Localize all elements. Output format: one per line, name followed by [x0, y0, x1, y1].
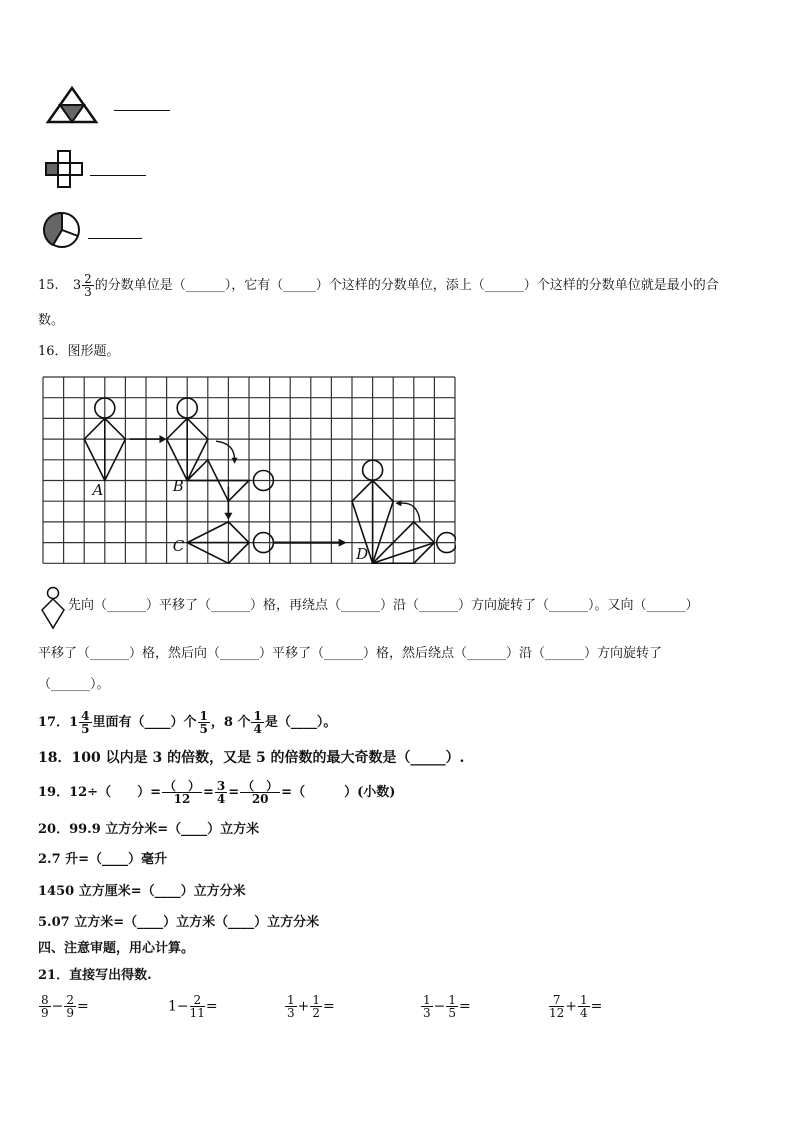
fraction: $\frac{( )}{12}$	[163, 779, 200, 806]
calc-item-3: $\frac{1}{3}$ + $\frac{1}{2}$ =	[287, 993, 335, 1020]
fraction: $\frac{8}{9}$	[41, 993, 49, 1020]
fraction: $\frac{3}{4}$	[216, 779, 226, 806]
fraction: $\frac{7}{12}$	[549, 993, 565, 1020]
question-17	[38, 710, 336, 735]
cross-shape-item	[44, 150, 88, 194]
fraction: $\frac{( )}{20}$	[242, 779, 279, 806]
question-text: 是（____）。	[264, 715, 337, 730]
calc-item-2: 1− $\frac{2}{11}$ =	[168, 993, 218, 1020]
shaded-circle-figure	[42, 212, 86, 250]
point-label: D	[356, 545, 369, 564]
question-18: 18．100 以内是 3 的倍数，又是 5 的倍数的最大奇数是（_____）.	[38, 750, 465, 766]
fraction: $\frac{1}{3}$	[287, 993, 295, 1020]
calc-item-1: $\frac{8}{9}$ − $\frac{2}{9}$ =	[41, 993, 89, 1020]
fraction: $\frac{4}{5}$	[81, 709, 90, 736]
fraction: $\frac{1}{5}$	[448, 993, 457, 1020]
fraction: $\frac{2}{11}$	[189, 993, 205, 1020]
question-20-line4: 5.07 立方米=（____）立方米（____）立方分米	[38, 915, 320, 930]
grid-figure	[42, 376, 456, 568]
point-label: B	[172, 476, 184, 495]
question-16-line1: 先向（______）平移了（______）格，再绕点（______）沿（______）方向旋转了（______）。又向（______）	[68, 598, 699, 613]
question-16-line2: 平移了（______）格，然后向（______）平移了（______）格，然后绕点（______）沿（______）方向旋转了	[38, 646, 663, 661]
rotate-arrow	[399, 503, 420, 522]
rotate-arrow	[216, 441, 235, 460]
answer-blank[interactable]	[90, 175, 146, 176]
question-text: 19．12÷（ ）=	[38, 785, 161, 800]
fraction: $\frac{1}{4}$	[580, 993, 588, 1020]
question-20-line2: 2.7 升=（____）毫升	[38, 852, 168, 867]
question-20-line1: 20．99.9 立方分米=（____）立方米	[38, 822, 260, 837]
calc-item-5: $\frac{7}{12}$ + $\frac{1}{4}$ =	[549, 993, 603, 1020]
kite-icon	[40, 586, 66, 634]
shaded-cross-figure	[44, 150, 88, 190]
arrow-head	[232, 458, 238, 464]
question-20-line3: 1450 立方厘米=（____）立方分米	[38, 884, 246, 899]
triangle-shape-item	[44, 84, 104, 130]
question-number: 15.	[38, 278, 59, 293]
question-number: 17．	[38, 715, 70, 730]
question-15	[38, 273, 719, 298]
point-label: A	[92, 480, 104, 499]
fraction: $\frac{1}{3}$	[423, 993, 431, 1020]
question-text: =（ ）(小数)	[281, 785, 396, 800]
answer-blank[interactable]	[88, 238, 142, 239]
fraction: $\frac{1}{2}$	[312, 993, 321, 1020]
question-15-continued: 数。	[38, 313, 65, 328]
question-21-title: 21．直接写出得数.	[38, 968, 152, 983]
circle-shape-item	[42, 212, 86, 254]
question-16-line3: （______）。	[38, 677, 110, 692]
fraction: $\frac{2}{3}$	[84, 272, 92, 299]
shaded-triangle-figure	[44, 84, 104, 126]
question-text: 里面有（____）个	[92, 715, 197, 730]
arrow-head	[339, 539, 347, 547]
section-4-title: 四、注意审题，用心计算。	[38, 941, 195, 956]
question-text: ，8 个	[210, 715, 251, 730]
answer-blank[interactable]	[114, 110, 170, 111]
arrow-head	[159, 435, 166, 443]
arrow-head	[224, 513, 232, 520]
question-19: 19．12÷（ ）= $\frac{( )}{12}$ = $\frac{3}{4}$ = $\frac{( )}{20}$ =（ ）(小数)	[38, 779, 396, 806]
question-text: 的分数单位是（______），它有（_____）个这样的分数单位，添上（______）个这样的分数单位就是最小的合	[94, 278, 719, 293]
fraction: $\frac{1}{5}$	[199, 709, 208, 736]
fraction: $\frac{2}{9}$	[66, 993, 75, 1020]
mixed-number-whole: 1	[69, 715, 79, 730]
question-16-title: 16．图形题。	[38, 344, 120, 359]
fraction: $\frac{1}{4}$	[253, 709, 262, 736]
mixed-number-whole: 3	[72, 278, 82, 293]
calc-item-4: $\frac{1}{3}$ − $\frac{1}{5}$ =	[423, 993, 471, 1020]
transformation-grid	[42, 376, 456, 564]
point-label: C	[172, 536, 185, 555]
